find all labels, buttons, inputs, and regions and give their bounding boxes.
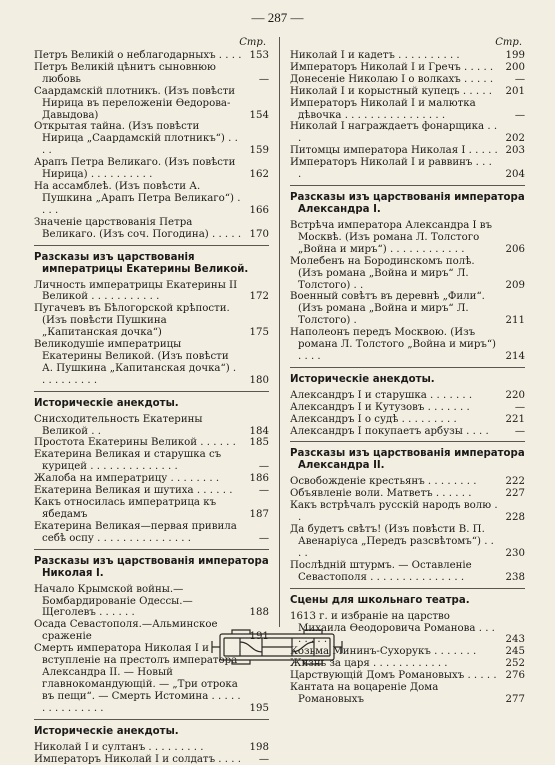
toc-entry-title: Послѣдній штурмъ. — Оставленіе Севастополя . . . . . . . . . . . . . . . — [290, 560, 498, 584]
toc-entry-title: Да будетъ свѣтъ! (Изъ повѣсти В. П. Авенаріуса „Передъ разсвѣтомъ“) . . . . — [290, 524, 498, 560]
section-divider — [34, 719, 269, 720]
toc-entry-title: Екатерина Великая и старушка съ курицей . . . . . . . . . . . . . . — [34, 449, 242, 473]
toc-entry-page: 159 — [242, 145, 269, 157]
toc-entry-page: 203 — [498, 145, 525, 157]
toc-entry-title: Наполеонъ передъ Москвою. (Изъ романа Л. Толстого „Война и миръ“) . . . . — [290, 327, 498, 363]
toc-entry — [290, 414, 525, 426]
toc-entry — [290, 220, 525, 256]
section-divider — [34, 391, 269, 392]
toc-entry — [290, 682, 525, 706]
page-column-label: Стр. — [34, 37, 269, 50]
toc-entry-page: 154 — [242, 110, 269, 122]
toc-entry-title: Александръ I и старушка . . . . . . . — [290, 390, 498, 402]
toc-entry — [290, 390, 525, 402]
toc-entry — [34, 121, 269, 157]
toc-entry — [34, 754, 269, 765]
toc-entry-page: 162 — [242, 169, 269, 181]
toc-entry-title: Александръ I и Кутузовъ . . . . . . . — [290, 402, 498, 414]
toc-entry-page: 222 — [498, 476, 525, 488]
toc-entry-title: Александръ I покупаетъ арбузы . . . . — [290, 426, 498, 438]
toc-entry-title: Какъ относилась императрица къ ябедамъ — [34, 497, 242, 521]
toc-entry-title: Жалоба на императрицу . . . . . . . . — [34, 473, 242, 485]
left-block-5 — [34, 742, 269, 765]
toc-entry-title: Николай I награждаетъ фонарщика . . . — [290, 121, 498, 145]
toc-entry — [34, 86, 269, 122]
toc-entry-title: Екатерина Великая—первая привила себѣ оспу . . . . . . . . . . . . . . . — [34, 521, 242, 545]
section-divider — [290, 441, 525, 442]
toc-entry — [290, 98, 525, 122]
toc-entry-title: Молебенъ на Бородинскомъ полѣ. (Изъ романа „Война и миръ“ Л. Толстого) . . — [290, 256, 498, 292]
toc-entry-title: Великодушіе императрицы Екатерины Великой. (Изъ повѣсти А. Пушкина „Капитанская дочка“) . . . . . . . . . . — [34, 339, 242, 387]
toc-entry — [34, 217, 269, 241]
toc-entry-page: 220 — [498, 390, 525, 402]
toc-entry-title: На ассамблеѣ. (Изъ повѣсти А. Пушкина „Арапъ Петра Великаго“) . . . . — [34, 181, 242, 217]
toc-entry — [34, 50, 269, 62]
toc-entry-page: — — [242, 533, 269, 545]
toc-entry-title: Питомцы императора Николая I . . . . . — [290, 145, 498, 157]
toc-entry — [290, 145, 525, 157]
toc-entry-page: 204 — [498, 169, 525, 181]
toc-entry-title: Петръ Великій о неблагодарныхъ . . . . — [34, 50, 242, 62]
toc-entry — [290, 327, 525, 363]
toc-entry-page: 243 — [498, 634, 525, 646]
toc-entry — [34, 449, 269, 473]
toc-entry — [290, 121, 525, 145]
toc-entry-page: 277 — [498, 694, 525, 706]
section-heading: Разсказы изъ царствованія императора Николая I. — [34, 556, 269, 580]
toc-entry-page: — — [498, 110, 525, 122]
toc-entry-page: — — [242, 461, 269, 473]
toc-entry-title: Военный совѣтъ въ деревнѣ „Фили“. (Изъ романа „Война и миръ“ Л. Толстого) . — [290, 291, 498, 327]
toc-entry-title: Освобожденіе крестьянъ . . . . . . . . — [290, 476, 498, 488]
left-block-3 — [34, 414, 269, 545]
toc-entry-page: 184 — [242, 426, 269, 438]
contents-columns — [34, 37, 525, 627]
toc-entry — [290, 256, 525, 292]
right-block-1 — [290, 50, 525, 181]
section-heading: Разсказы изъ царствованія императрицы Екатерины Великой. — [34, 252, 269, 276]
toc-entry-title: Личность императрицы Екатерины II Великой . . . . . . . . . . . — [34, 280, 242, 304]
page-number: — 287 — — [0, 10, 555, 26]
toc-entry-title: Снисходительность Екатерины Великой . . — [34, 414, 242, 438]
toc-entry-title: Козьма Мининъ-Сухорукъ . . . . . . . — [290, 646, 498, 658]
left-block-1 — [34, 50, 269, 241]
toc-entry — [290, 500, 525, 524]
section-divider — [34, 245, 269, 246]
toc-entry-page: 175 — [242, 327, 269, 339]
toc-entry — [290, 157, 525, 181]
toc-entry — [290, 62, 525, 74]
toc-entry-page: — — [242, 74, 269, 86]
ornament-icon — [210, 628, 344, 666]
toc-entry-page: 245 — [498, 646, 525, 658]
toc-entry-title: Какъ встрѣчалъ русскій народъ волю . . — [290, 500, 498, 524]
right-column — [279, 37, 525, 627]
toc-entry-title: Донесеніе Николаю I о волкахъ . . . . . — [290, 74, 498, 86]
toc-entry-page: 198 — [242, 742, 269, 754]
toc-entry-page: — — [498, 402, 525, 414]
section-heading: Разсказы изъ царствованія императора Александра II. — [290, 448, 525, 472]
toc-entry-title: Кантата на воцареніе Дома Романовыхъ — [290, 682, 498, 706]
toc-entry — [34, 584, 269, 620]
toc-entry-page: 252 — [498, 658, 525, 670]
toc-entry-page: 185 — [242, 437, 269, 449]
section-divider — [290, 185, 525, 186]
toc-entry-title: Александръ I о судѣ . . . . . . . . . — [290, 414, 498, 426]
toc-entry-page: 206 — [498, 244, 525, 256]
toc-entry-title: Царствующій Домъ Романовыхъ . . . . . — [290, 670, 498, 682]
toc-entry — [34, 485, 269, 497]
section-heading: Историческіе анекдоты. — [34, 726, 269, 738]
toc-entry — [34, 497, 269, 521]
toc-entry-title: Объявленіе воли. Матветъ . . . . . . — [290, 488, 498, 500]
toc-entry — [290, 402, 525, 414]
toc-entry-page: 228 — [498, 512, 525, 524]
toc-entry-page: 170 — [242, 229, 269, 241]
toc-entry-page: 200 — [498, 62, 525, 74]
toc-entry-title: Николай I и кадетъ . . . . . . . . . . — [290, 50, 498, 62]
toc-entry — [34, 339, 269, 387]
toc-entry — [34, 280, 269, 304]
toc-entry — [34, 742, 269, 754]
toc-entry — [34, 62, 269, 86]
toc-entry-page: — — [242, 485, 269, 497]
right-block-3 — [290, 390, 525, 438]
section-heading: Историческіе анекдоты. — [290, 374, 525, 386]
toc-entry-title: Смерть императора Николая I и вступленіе на престолъ императора Александра II. — Новый главнокомандующій. — „Три отрока въ пещи“. — Смерть Истомина . . . . . . . . . . . . . . . — [34, 643, 242, 714]
toc-entry-title: Императоръ Николай I и солдатъ . . . . — [34, 754, 242, 765]
toc-entry-page: 166 — [242, 205, 269, 217]
toc-entry-page: 186 — [242, 473, 269, 485]
toc-entry-title: Императоръ Николай I и Гречъ . . . . . — [290, 62, 498, 74]
toc-entry-title: Начало Крымской войны.—Бомбардированіе Одессы.—Щеголевъ . . . . . . — [34, 584, 242, 620]
section-divider — [34, 549, 269, 550]
toc-entry-page: 199 — [498, 50, 525, 62]
toc-entry-title: Петръ Великій цѣнитъ сыновнюю любовь — [34, 62, 242, 86]
toc-entry — [34, 303, 269, 339]
toc-entry-page: 201 — [498, 86, 525, 98]
left-column — [34, 37, 279, 627]
right-block-2 — [290, 220, 525, 363]
section-heading: Историческіе анекдоты. — [34, 398, 269, 410]
toc-entry — [290, 476, 525, 488]
toc-entry-title: Осада Севастополя.—Альминское сраженіе — [34, 619, 242, 643]
toc-entry-title: Императоръ Николай I и малютка дѣвочка . . . . . . . . . . . . . . . . — [290, 98, 498, 122]
page-column-label: Стр. — [290, 37, 525, 50]
toc-entry-page: 187 — [242, 509, 269, 521]
toc-entry-page: — — [242, 754, 269, 765]
toc-entry-page: 188 — [242, 607, 269, 619]
toc-entry-page: 202 — [498, 133, 525, 145]
toc-entry-title: Открытая тайна. (Изъ повѣсти Нирица „Саардамскій плотникъ“) . . . . — [34, 121, 242, 157]
section-heading: Сцены для школьнаго театра. — [290, 595, 525, 607]
toc-entry — [290, 74, 525, 86]
toc-entry-title: Значеніе царствованія Петра Великаго. (Изъ соч. Погодина) . . . . . — [34, 217, 242, 241]
toc-entry-page: 153 — [242, 50, 269, 62]
toc-entry-page: 230 — [498, 548, 525, 560]
toc-entry-title: Жизнь за царя . . . . . . . . . . . . — [290, 658, 498, 670]
toc-entry-title: Арапъ Петра Великаго. (Изъ повѣсти Нирица) . . . . . . . . . . — [34, 157, 242, 181]
toc-entry-title: Простота Екатерины Великой . . . . . . — [34, 437, 242, 449]
toc-entry — [290, 291, 525, 327]
toc-entry — [34, 437, 269, 449]
toc-entry-page: 238 — [498, 572, 525, 584]
toc-entry-page: 211 — [498, 315, 525, 327]
section-divider — [290, 367, 525, 368]
right-block-4 — [290, 476, 525, 583]
toc-entry — [34, 521, 269, 545]
toc-entry — [290, 86, 525, 98]
toc-entry-title: Императоръ Николай I и раввинъ . . . . — [290, 157, 498, 181]
toc-entry — [34, 473, 269, 485]
toc-entry-title: Екатерина Великая и шутиха . . . . . . — [34, 485, 242, 497]
toc-entry — [290, 670, 525, 682]
toc-entry-title: Николай I и корыстный купецъ . . . . . — [290, 86, 498, 98]
toc-entry-page: 180 — [242, 375, 269, 387]
toc-entry-title: Саардамскій плотникъ. (Изъ повѣсти Нирица въ переложеніи Ѳедорова-Давыдова) — [34, 86, 242, 122]
toc-entry-page: — — [498, 426, 525, 438]
toc-entry — [290, 426, 525, 438]
toc-entry-page: 214 — [498, 351, 525, 363]
toc-entry-page: — — [498, 74, 525, 86]
toc-entry-page: 172 — [242, 291, 269, 303]
toc-entry-title: Пугачевъ въ Бѣлогорской крѣпости. (Изъ повѣсти Пушкина „Капитанская дочка“) — [34, 303, 242, 339]
toc-entry-title: Встрѣча императора Александра I въ Москвѣ. (Изъ романа Л. Толстого „Война и миръ“) . . . . . . . . . . . . — [290, 220, 498, 256]
toc-entry — [290, 50, 525, 62]
toc-entry-page: 209 — [498, 280, 525, 292]
toc-entry — [290, 524, 525, 560]
toc-entry — [34, 414, 269, 438]
toc-entry — [34, 181, 269, 217]
section-heading: Разсказы изъ царствованія императора Александра I. — [290, 192, 525, 216]
section-divider — [290, 588, 525, 589]
toc-entry — [290, 560, 525, 584]
left-block-2 — [34, 280, 269, 387]
toc-entry-page: 191 — [242, 631, 269, 643]
toc-entry-title: Николай I и султанъ . . . . . . . . . — [34, 742, 242, 754]
toc-entry-page: 195 — [242, 703, 269, 715]
toc-entry-page: 221 — [498, 414, 525, 426]
toc-entry — [34, 157, 269, 181]
toc-entry-page: 227 — [498, 488, 525, 500]
toc-entry — [290, 488, 525, 500]
toc-entry-title: 1613 г. и избраніе на царство Михаила Ѳеодоровича Романова . . . . . . . . — [290, 611, 498, 647]
toc-entry-page: 276 — [498, 670, 525, 682]
